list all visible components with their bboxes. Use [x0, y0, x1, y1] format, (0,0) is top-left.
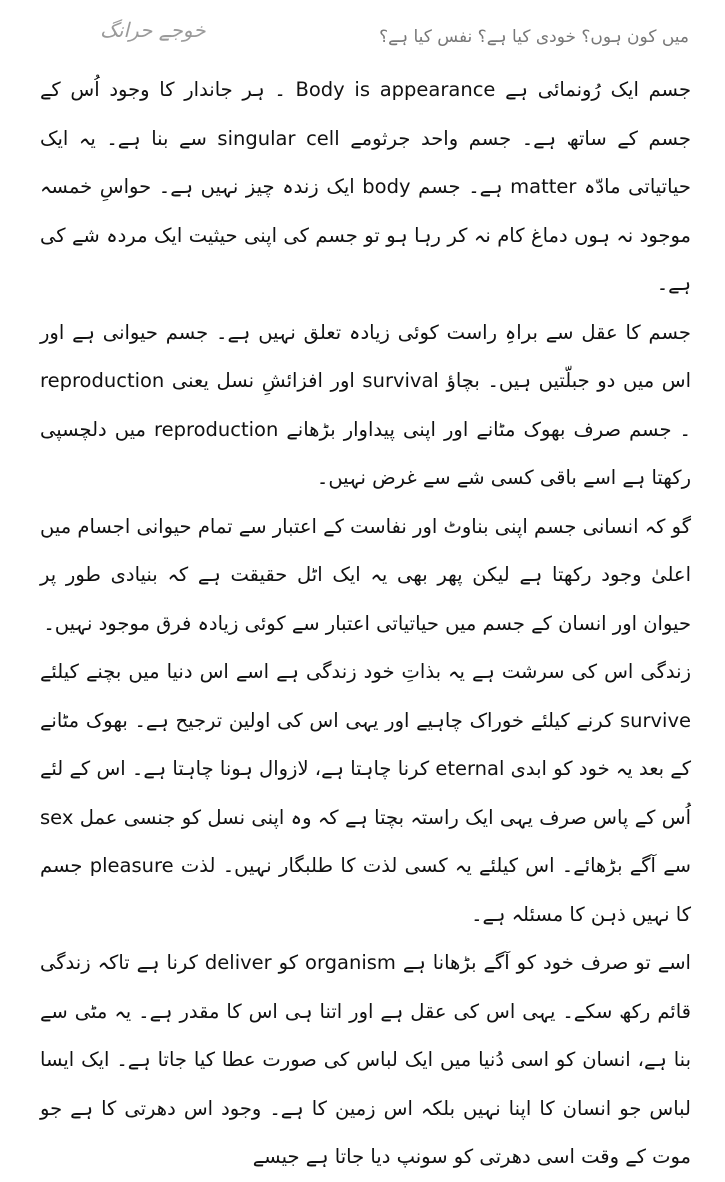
paragraph-2: جسم کا عقل سے براہِ راست کوئی زیادہ تعلق نہیں ہے۔ جسم حیوانی ہے اور اس میں دو جبلّتیں ہیں۔ بچاؤ survival اور افزائشِ نسل یعنی reproduction ۔ جسم صرف بھوک مٹانے اور اپنی پیداوار بڑھانے reproduction میں دلچسپی رکھتا ہے اسے باقی کسی شے سے غرض نہیں۔	[40, 320, 691, 489]
paragraph-3: گو کہ انسانی جسم اپنی بناوٹ اور نفاست کے اعتبار سے تمام حیوانی اجسام میں اعلیٰ وجود رکھتا ہے لیکن پھر بھی یہ ایک اٹل حقیقت ہے کہ بنیادی طور پر حیوان اور انسان کے جسم میں حیاتیاتی اعتبار سے کوئی زیادہ فرق موجود نہیں۔	[40, 514, 691, 635]
paragraph-1: جسم ایک رُونمائی ہے Body is appearance ۔ ہر جاندار کا وجود اُس کے جسم کے ساتھ ہے۔ جسم واحد جرثومے singular cell سے بنا ہے۔ یہ ایک حیاتیاتی مادّہ matter ہے۔ جسم body ایک زندہ چیز نہیں ہے۔ حواسِ خمسہ موجود نہ ہوں دماغ کام نہ کر رہا ہو تو جسم کی اپنی حیثیت ایک مردہ شے کی ہے۔	[40, 78, 692, 295]
header-logo: خوجے حرانگ	[100, 18, 206, 42]
running-header	[40, 16, 689, 56]
body-text	[40, 66, 691, 1182]
paragraph-4: زندگی اس کی سرشت ہے یہ بذاتِ خود زندگی ہے اسے اس دنیا میں بچنے کیلئے survive کرنے کیلئے خوراک چاہیے اور یہی اس کی اولین ترجیح ہے۔ بھوک مٹانے کے بعد یہ خود کو ابدی eternal کرنا چاہتا ہے، لازوال ہونا چاہتا ہے۔ اس کے لئے اُس کے پاس صرف یہی ایک راستہ بچتا ہے کہ وہ اپنی نسل کو جنسی عمل sex سے آگے بڑھائے۔ اس کیلئے یہ کسی لذت کا طلبگار نہیں۔ لذت pleasure جسم کا نہیں ذہن کا مسئلہ ہے۔	[40, 660, 691, 926]
header-title: میں کون ہوں؟ خودی کیا ہے؟ نفس کیا ہے؟	[379, 27, 689, 47]
paragraph-5: اسے تو صرف خود کو آگے بڑھانا ہے organism کو deliver کرنا ہے تاکہ زندگی قائم رکھ سکے۔ یہی اس کی عقل ہے اور اتنا ہی اس کا مقدر ہے۔ یہ مٹی سے بنا ہے، انسان کو اسی دُنیا میں ایک لباس کی صورت عطا کیا جاتا ہے۔ ایک ایسا لباس جو انسان کا اپنا نہیں بلکہ اس زمین کا ہے۔ وجود اس دھرتی کا ہے جو موت کے وقت اسی دھرتی کو سونپ دیا جاتا ہے جیسے	[40, 951, 691, 1168]
